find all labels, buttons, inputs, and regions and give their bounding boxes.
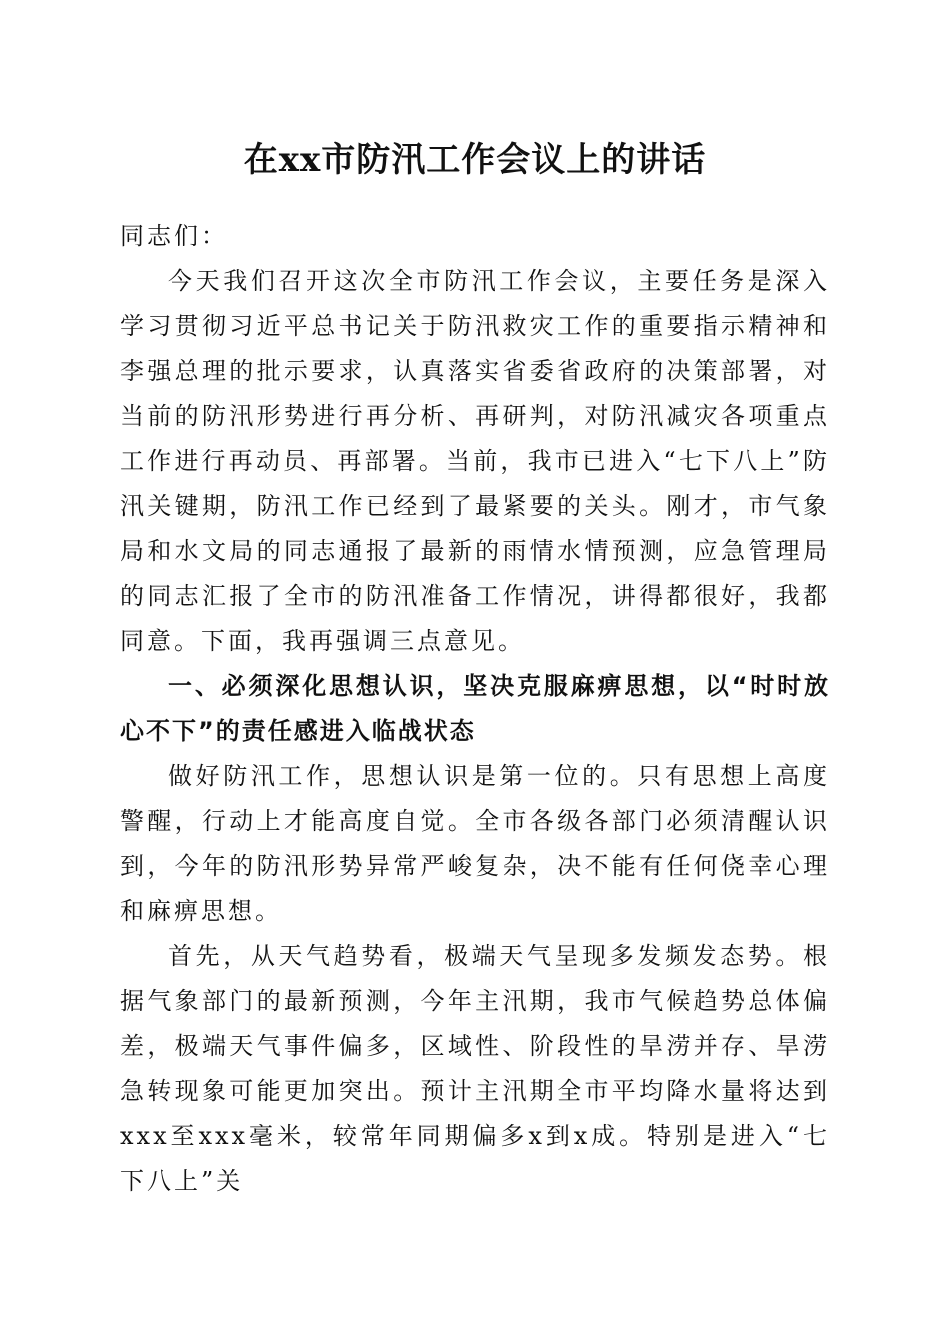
salutation: 同志们： xyxy=(120,222,228,250)
document-body xyxy=(120,128,830,1204)
document-title: 在xx市防汛工作会议上的讲话 xyxy=(243,140,707,180)
intro-paragraph: 今天我们召开这次全市防汛工作会议，主要任务是深入学习贯彻习近平总书记关于防汛救灾工作的重要指示精神和李强总理的批示要求，认真落实省委省政府的决策部署，对当前的防汛形势进行再分析、再研判，对防汛减灾各项重点工作进行再动员、再部署。当前，我市已进入“七下八上”防汛关键期，防汛工作已经到了最紧要的关头。刚才，市气象局和水文局的同志通报了最新的雨情水情预测，应急管理局的同志汇报了全市的防汛准备工作情况，讲得都很好，我都同意。下面，我再强调三点意见。 xyxy=(120,267,830,655)
section-1-paragraph-2: 首先，从天气趋势看，极端天气呈现多发频发态势。根据气象部门的最新预测，今年主汛期，我市气候趋势总体偏差，极端天气事件偏多，区域性、阶段性的旱涝并存、旱涝急转现象可能更加突出。预计主汛期全市平均降水量将达到xxx至xxx毫米，较常年同期偏多x到x成。特别是进入“七下八上”关 xyxy=(120,942,830,1195)
section-heading-1: 一、必须深化思想认识，坚决克服麻痹思想，以“时时放心不下”的责任感进入临战状态 xyxy=(120,672,830,745)
section-1-paragraph-1: 做好防汛工作，思想认识是第一位的。只有思想上高度警醒，行动上才能高度自觉。全市各级各部门必须清醒认识到，今年的防汛形势异常严峻复杂，决不能有任何侥幸心理和麻痹思想。 xyxy=(120,762,830,925)
